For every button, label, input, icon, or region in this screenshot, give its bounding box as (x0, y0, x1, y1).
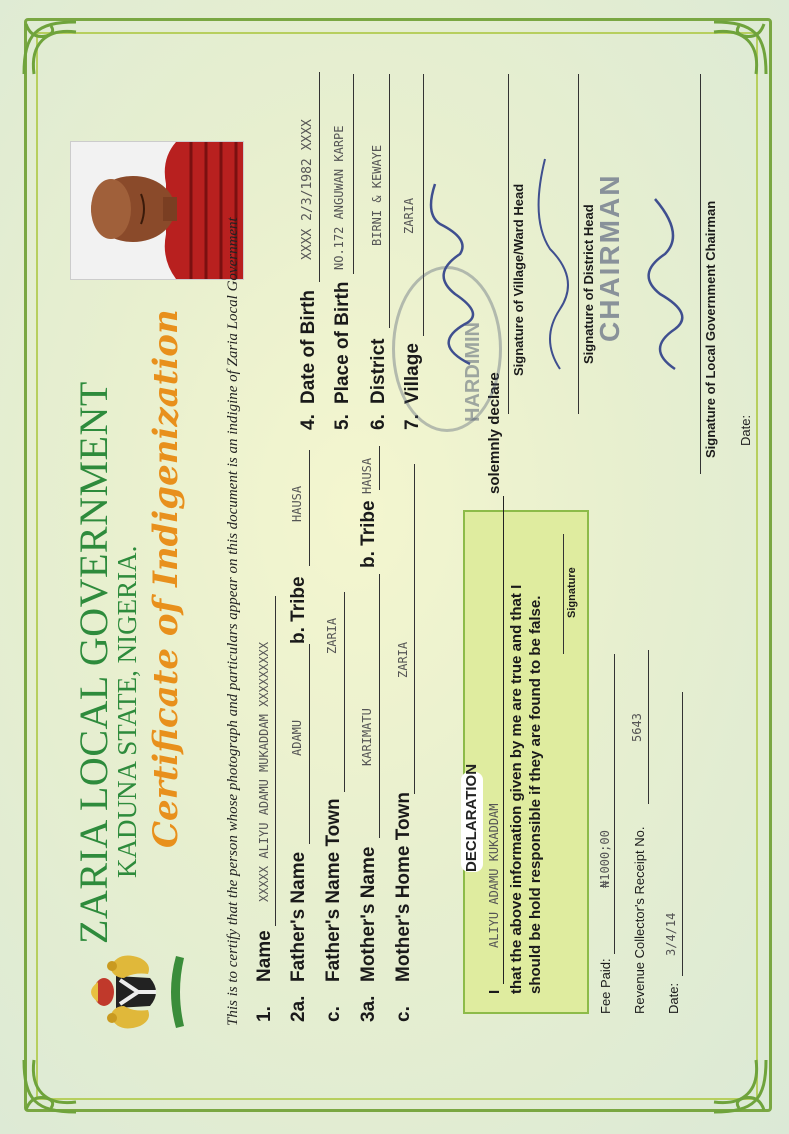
mother-town-number: c. (393, 1006, 414, 1022)
chairman-signature-label: Signature of Local Government Chairman (703, 200, 718, 458)
district-head-signature-line (578, 74, 579, 414)
name-line (275, 596, 276, 926)
father-name-line (309, 644, 310, 844)
corner-ornament-top-left (16, 1050, 86, 1120)
fee-paid-label: Fee Paid: (598, 958, 613, 1014)
name-value: XXXXX ALIYU ADAMU MUKADDAM XXXXXXXXX (257, 641, 271, 902)
father-name-label: Father's Name (288, 851, 309, 982)
mother-town-label: Mother's Home Town (393, 792, 414, 982)
pob-label: Place of Birth (332, 281, 353, 404)
village-head-signature (420, 174, 490, 374)
certificate-heading: Certificate of Indigenization (146, 309, 186, 848)
chairman-date-label: Date: (738, 414, 753, 446)
father-tribe-label: b. Tribe (288, 576, 309, 644)
corner-ornament-top-right (16, 14, 86, 84)
declaration-i: I (486, 989, 503, 994)
declaration-line2: that the above information given by me are true and that I (508, 584, 525, 994)
father-tribe-line (309, 450, 310, 566)
mother-tribe-line (379, 446, 380, 490)
mother-town-value: ZARIA (396, 641, 410, 678)
coat-of-arms-emblem (80, 946, 188, 1038)
declaration-title: DECLARATION (461, 772, 483, 872)
father-name-number: 2a. (288, 995, 309, 1022)
mother-town-line (414, 464, 415, 794)
date-line (682, 692, 683, 976)
official-stamp-text: HARDIMIN (462, 322, 484, 422)
district-label: District (368, 338, 389, 404)
chairman-stamp-text: CHAIRMAN (594, 173, 625, 342)
declaration-line1: solemnly declare (486, 372, 503, 494)
receipt-label: Revenue Collector's Receipt No. (632, 826, 647, 1014)
father-town-label: Father's Name Town (323, 798, 344, 982)
government-title: ZARIA LOCAL GOVERNMENT (71, 381, 116, 944)
father-town-line (344, 592, 345, 792)
declaration-line3: should be hold responsible if they are found to be false. (527, 595, 544, 994)
declaration-signature-line (563, 534, 564, 654)
chairman-signature (640, 194, 690, 374)
name-label: Name (254, 930, 275, 982)
father-tribe-value: HAUSA (290, 485, 304, 522)
father-town-number: c. (323, 1006, 344, 1022)
mother-tribe-value: HAUSA (360, 457, 374, 494)
father-name-value: ADAMU (290, 719, 304, 756)
village-label: Village (402, 343, 423, 404)
pob-number: 5. (332, 414, 353, 430)
receipt-line (648, 650, 649, 804)
village-value: ZARIA (402, 197, 416, 234)
date-value: 3/4/14 (664, 912, 678, 956)
village-number: 7. (402, 414, 423, 430)
dob-line (319, 72, 320, 282)
pob-line (353, 74, 354, 274)
declarant-name-value: ALIYU ADAMU KUKADDAM (487, 803, 501, 948)
fee-paid-line (614, 654, 615, 954)
receipt-value: 5643 (630, 713, 644, 742)
certification-statement: This is to certify that the person whose photograph and particulars appear on this document is an indigine of Zaria Local Government (225, 217, 241, 1026)
corner-ornament-bottom-right (704, 14, 774, 84)
declarant-name-line (503, 496, 504, 984)
district-head-signature-label: Signature of District Head (581, 204, 596, 364)
village-head-signature-label: Signature of Village/Ward Head (511, 183, 526, 376)
district-line (389, 74, 390, 328)
fee-paid-value: ₦1000;00 (598, 830, 612, 888)
pob-value: NO.172 ANGUWAN KARPE (332, 125, 346, 270)
holder-photograph (70, 141, 244, 280)
dob-number: 4. (298, 414, 319, 430)
declaration-signature-label: Signature (566, 567, 578, 618)
district-value: BIRNI & KEWAYE (370, 144, 384, 246)
dob-value: XXXX 2/3/1982 XXXX (300, 119, 315, 260)
mother-tribe-label: b. Tribe (358, 500, 379, 568)
state-subtitle: KADUNA STATE, NIGERIA. (112, 545, 142, 878)
district-number: 6. (368, 414, 389, 430)
dob-label: Date of Birth (298, 290, 319, 404)
mother-name-value: KARIMATU (360, 708, 374, 766)
mother-name-label: Mother's Name (358, 846, 379, 982)
date-label: Date: (666, 982, 681, 1014)
mother-name-line (379, 574, 380, 838)
chairman-signature-line (700, 74, 701, 474)
corner-ornament-bottom-left (704, 1050, 774, 1120)
father-town-value: ZARIA (325, 617, 339, 654)
village-head-signature-line (508, 74, 509, 414)
mother-name-number: 3a. (358, 995, 379, 1022)
name-number: 1. (254, 1006, 275, 1022)
district-head-signature (530, 154, 580, 374)
